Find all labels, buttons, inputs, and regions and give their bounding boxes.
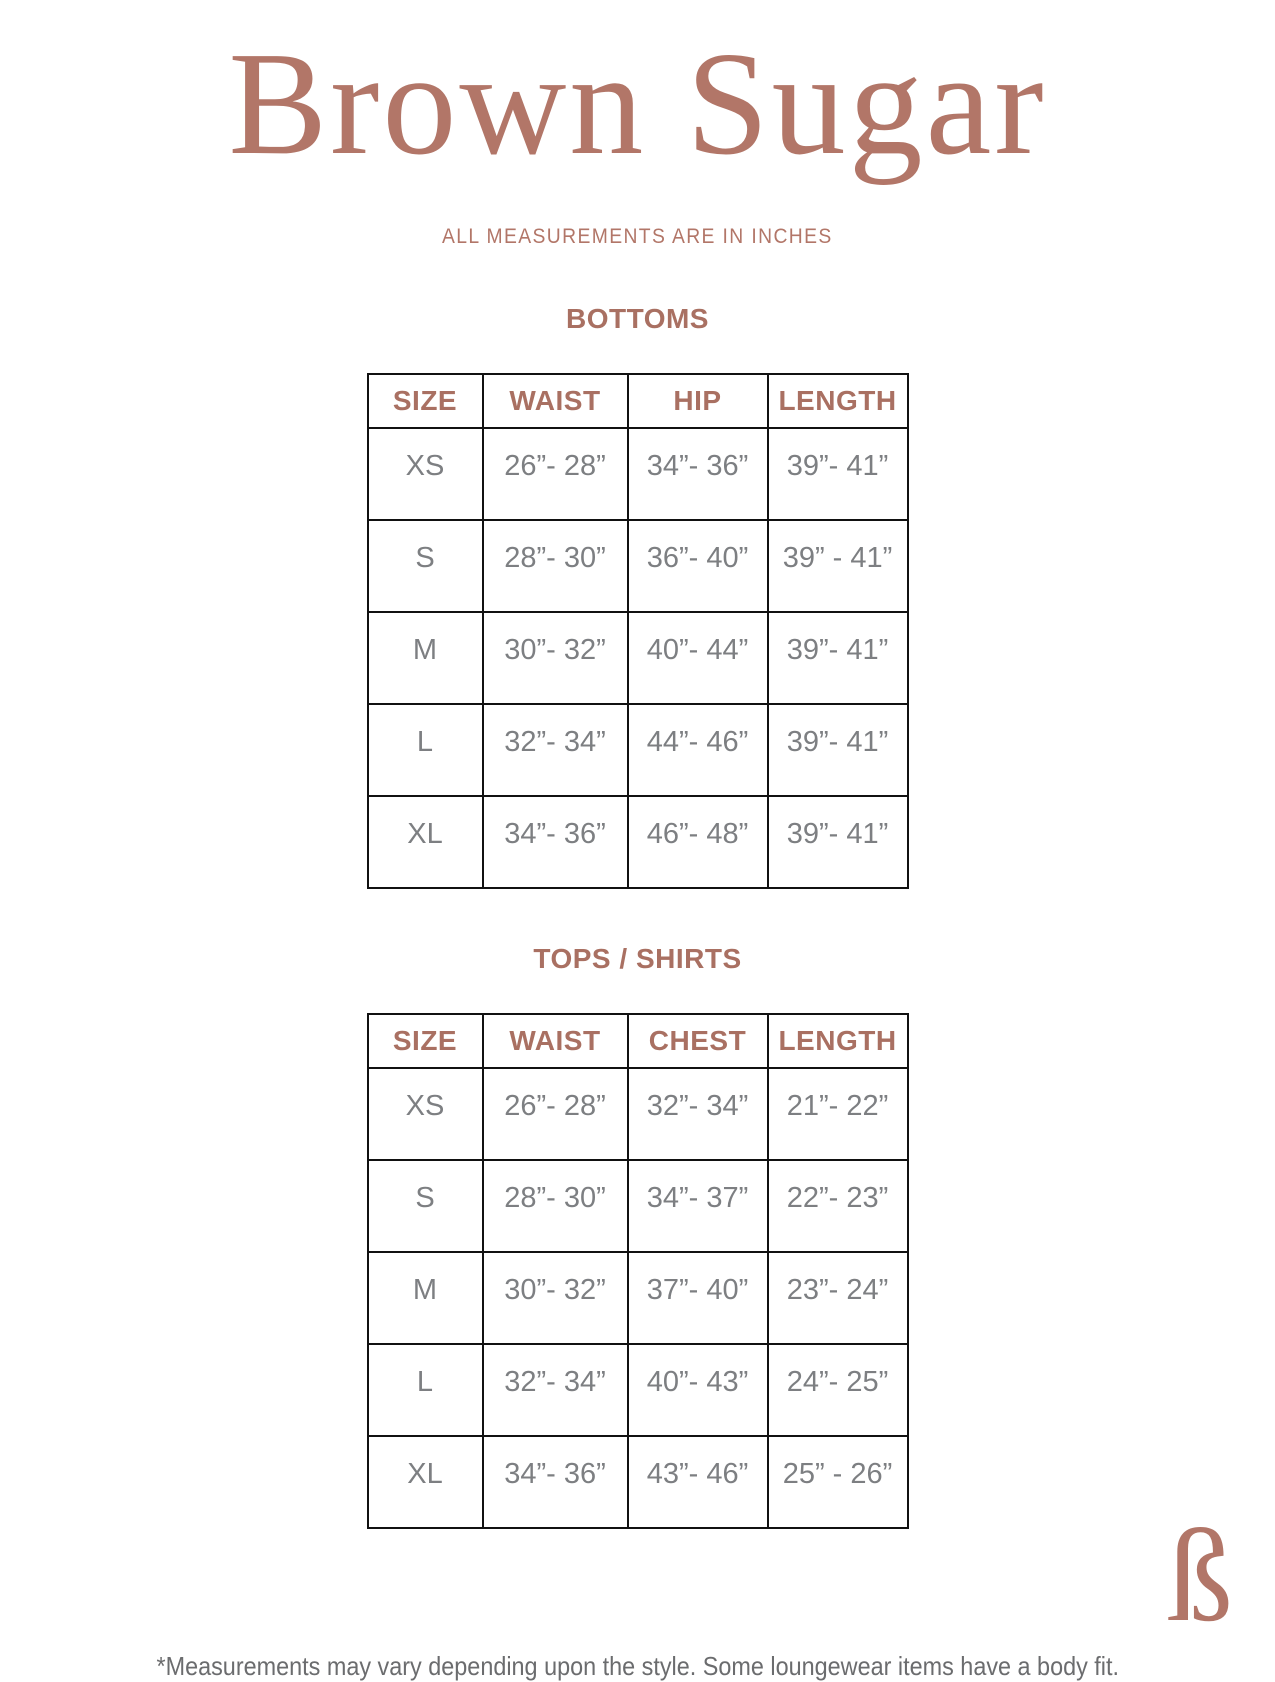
size-cell: L (368, 704, 483, 796)
footnote: *Measurements may vary depending upon the style. Some loungewear items have a body fit. (156, 1650, 1119, 1681)
table-header-row (368, 374, 908, 428)
measurement-cell: 22”- 23” (768, 1160, 908, 1252)
table-row (368, 1436, 908, 1528)
section-heading-tops-shirts: TOPS / SHIRTS (533, 942, 742, 974)
table-row (368, 612, 908, 704)
size-cell: S (368, 1160, 483, 1252)
measurement-cell: 39” - 41” (768, 520, 908, 612)
column-header-size: SIZE (368, 374, 483, 428)
measurement-cell: 39”- 41” (768, 796, 908, 888)
column-header-chest: CHEST (628, 1014, 768, 1068)
measurement-cell: 32”- 34” (483, 1344, 628, 1436)
measurement-cell: 26”- 28” (483, 428, 628, 520)
measurement-cell: 40”- 43” (628, 1344, 768, 1436)
measurement-cell: 23”- 24” (768, 1252, 908, 1344)
size-cell: XL (368, 1436, 483, 1528)
measurement-cell: 39”- 41” (768, 428, 908, 520)
brand-logo-monogram-icon: ß (1167, 1502, 1233, 1649)
size-cell: S (368, 520, 483, 612)
measurement-cell: 32”- 34” (628, 1068, 768, 1160)
column-header-waist: WAIST (483, 374, 628, 428)
measurement-cell: 39”- 41” (768, 612, 908, 704)
measurement-cell: 28”- 30” (483, 520, 628, 612)
size-cell: XS (368, 1068, 483, 1160)
table-row (368, 428, 908, 520)
measurement-cell: 36”- 40” (628, 520, 768, 612)
size-cell: M (368, 612, 483, 704)
table-row (368, 1252, 908, 1344)
measurement-cell: 44”- 46” (628, 704, 768, 796)
measurement-cell: 25” - 26” (768, 1436, 908, 1528)
table-header-row (368, 1014, 908, 1068)
page-title: Brown Sugar (228, 22, 1047, 186)
table-row (368, 520, 908, 612)
table-row (368, 1160, 908, 1252)
column-header-hip: HIP (628, 374, 768, 428)
footnote-row (0, 1651, 1275, 1682)
size-cell: XL (368, 796, 483, 888)
table-row (368, 1344, 908, 1436)
measurement-cell: 46”- 48” (628, 796, 768, 888)
measurement-cell: 30”- 32” (483, 1252, 628, 1344)
measurement-cell: 26”- 28” (483, 1068, 628, 1160)
measurement-cell: 40”- 44” (628, 612, 768, 704)
measurement-cell: 39”- 41” (768, 704, 908, 796)
measurement-cell: 28”- 30” (483, 1160, 628, 1252)
size-cell: L (368, 1344, 483, 1436)
measurement-cell: 34”- 37” (628, 1160, 768, 1252)
column-header-length: LENGTH (768, 1014, 908, 1068)
measurement-cell: 34”- 36” (483, 1436, 628, 1528)
measurement-cell: 32”- 34” (483, 704, 628, 796)
bottoms-size-table (367, 373, 909, 889)
measurements-note: ALL MEASUREMENTS ARE IN INCHES (442, 224, 833, 248)
measurement-cell: 43”- 46” (628, 1436, 768, 1528)
measurement-cell: 21”- 22” (768, 1068, 908, 1160)
size-cell: M (368, 1252, 483, 1344)
column-header-length: LENGTH (768, 374, 908, 428)
measurement-cell: 24”- 25” (768, 1344, 908, 1436)
measurement-cell: 37”- 40” (628, 1252, 768, 1344)
measurement-cell: 30”- 32” (483, 612, 628, 704)
subtitle-row (0, 225, 1275, 249)
table-row (368, 1068, 908, 1160)
measurement-cell: 34”- 36” (483, 796, 628, 888)
column-header-size: SIZE (368, 1014, 483, 1068)
column-header-waist: WAIST (483, 1014, 628, 1068)
measurement-cell: 34”- 36” (628, 428, 768, 520)
size-cell: XS (368, 428, 483, 520)
table-row (368, 796, 908, 888)
section-heading-bottoms: BOTTOMS (566, 302, 709, 334)
table-row (368, 704, 908, 796)
tops-size-table (367, 1013, 909, 1529)
